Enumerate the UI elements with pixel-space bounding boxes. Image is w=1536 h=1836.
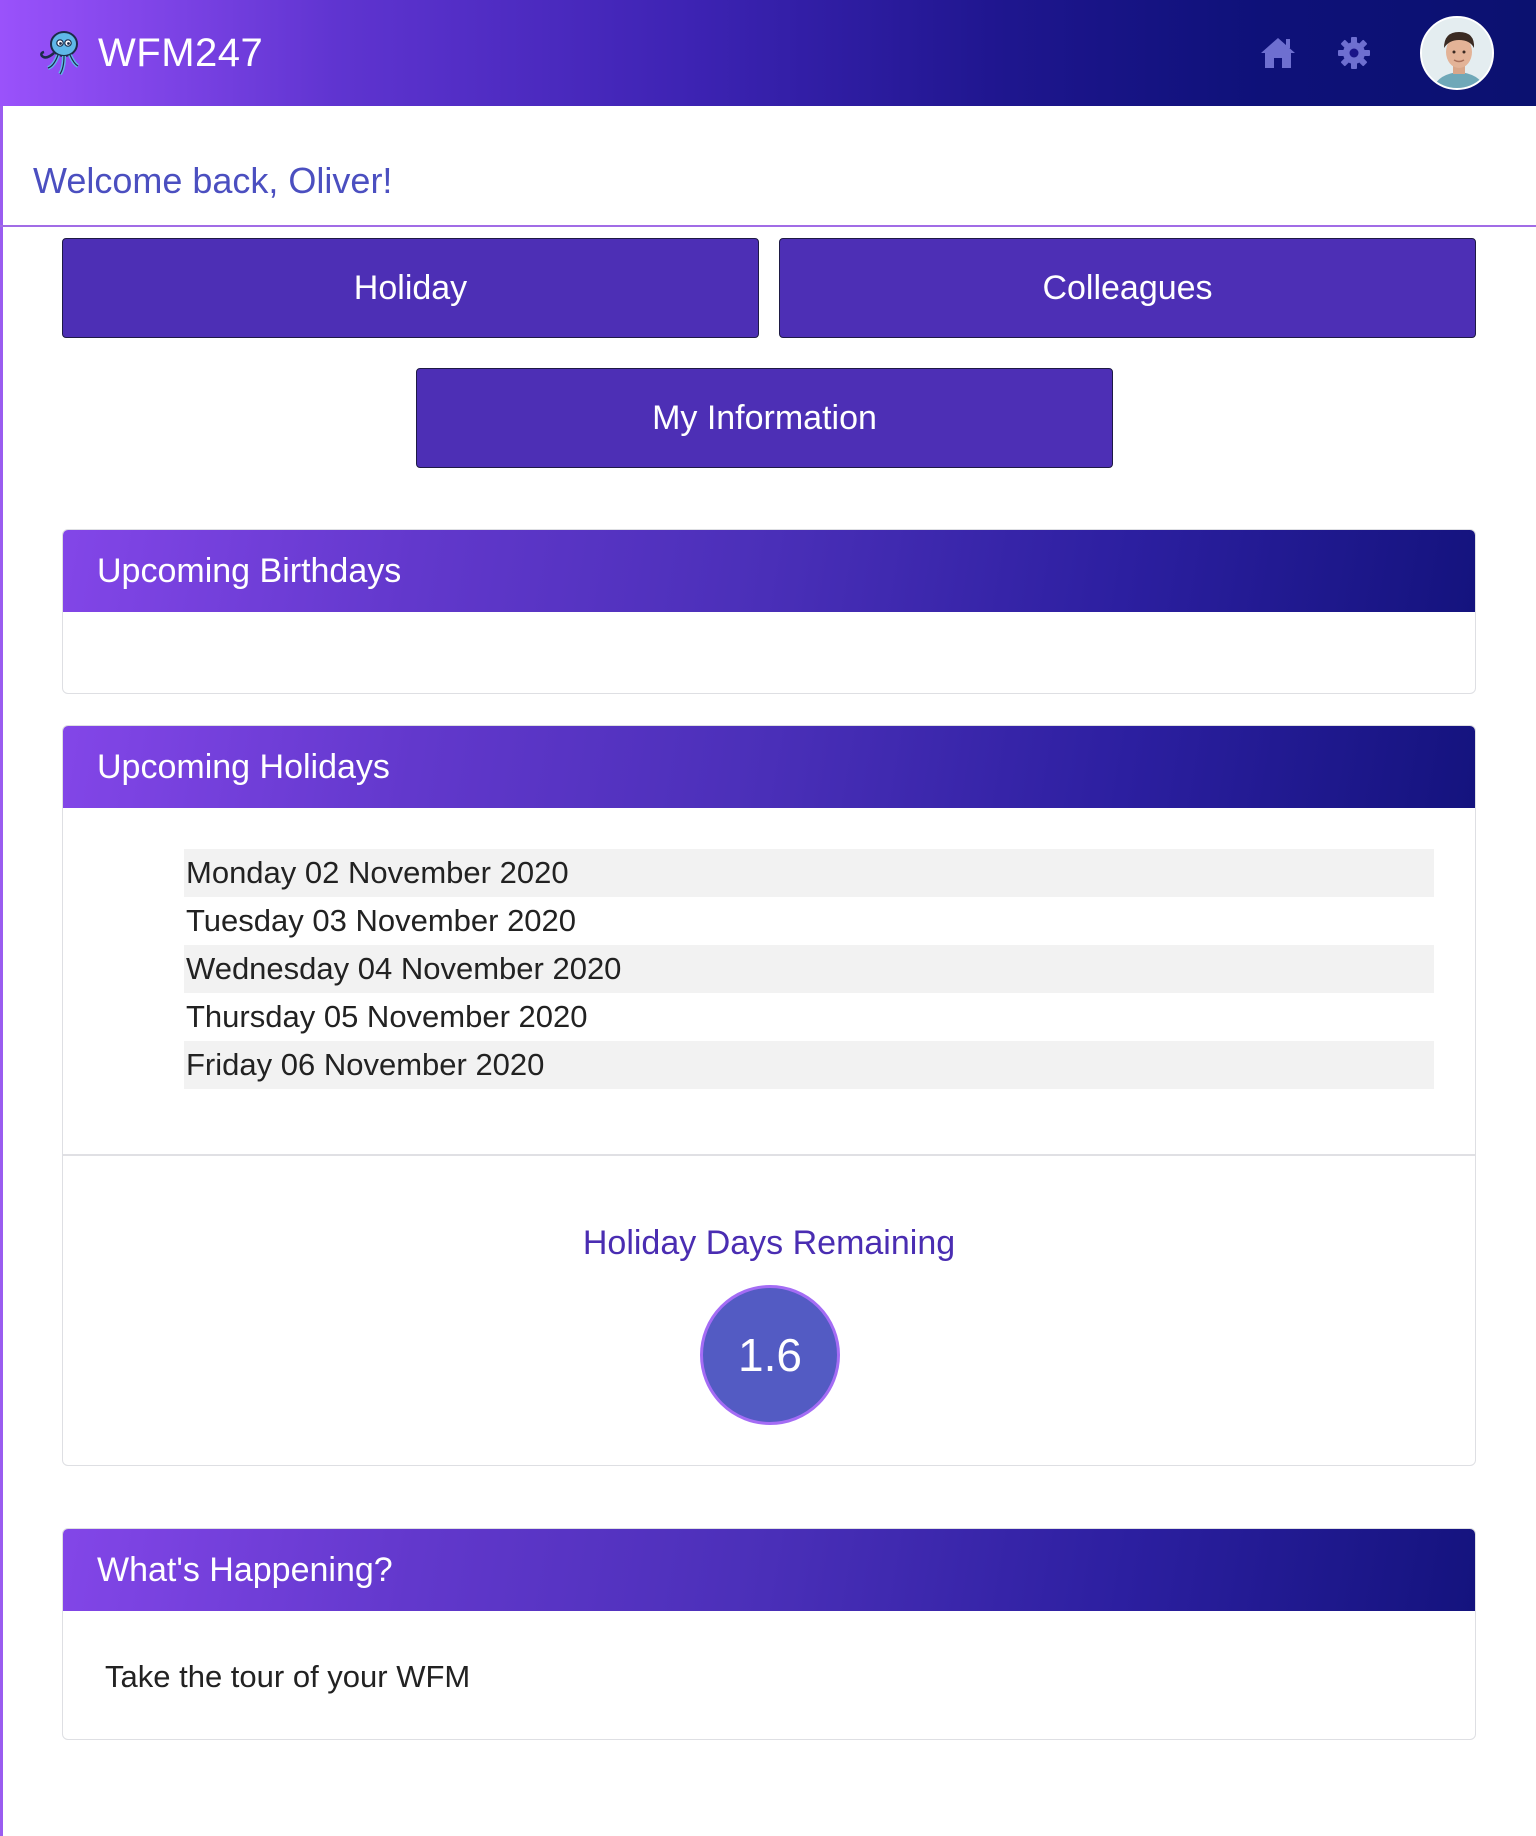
- my-information-button[interactable]: My Information: [416, 368, 1113, 468]
- welcome-divider: [0, 225, 1536, 227]
- happening-card-title: What's Happening?: [63, 1529, 1475, 1611]
- user-avatar[interactable]: [1420, 16, 1494, 90]
- holiday-days-remaining-value: 1.6: [700, 1285, 840, 1425]
- left-accent-rule: [0, 106, 3, 1836]
- welcome-title: Welcome back, Oliver!: [33, 160, 393, 201]
- colleagues-button[interactable]: Colleagues: [779, 238, 1476, 338]
- octopus-logo-icon: [34, 26, 88, 80]
- holidays-card: [62, 725, 1476, 1466]
- list-item: Monday 02 November 2020: [184, 849, 1434, 897]
- top-navbar: [0, 0, 1536, 106]
- holiday-list: [184, 849, 1434, 1089]
- list-item: Tuesday 03 November 2020: [186, 903, 577, 938]
- navbar-actions: [1258, 0, 1494, 106]
- gear-icon[interactable]: [1334, 33, 1374, 73]
- brand-link[interactable]: [34, 26, 263, 80]
- list-item: Thursday 05 November 2020: [186, 999, 588, 1034]
- home-icon[interactable]: [1258, 33, 1298, 73]
- brand-name: WFM247: [98, 30, 264, 75]
- holiday-button[interactable]: Holiday: [62, 238, 759, 338]
- list-item: Wednesday 04 November 2020: [184, 945, 1434, 993]
- happening-card: [62, 1528, 1476, 1740]
- holidays-card-title: Upcoming Holidays: [63, 726, 1475, 808]
- list-item: Friday 06 November 2020: [184, 1041, 1434, 1089]
- birthdays-card-title: Upcoming Birthdays: [63, 530, 1475, 612]
- holiday-days-remaining-label: Holiday Days Remaining: [582, 1224, 956, 1262]
- tour-link[interactable]: Take the tour of your WFM: [105, 1659, 471, 1694]
- holidays-card-divider: [63, 1154, 1475, 1156]
- birthdays-card: [62, 529, 1476, 694]
